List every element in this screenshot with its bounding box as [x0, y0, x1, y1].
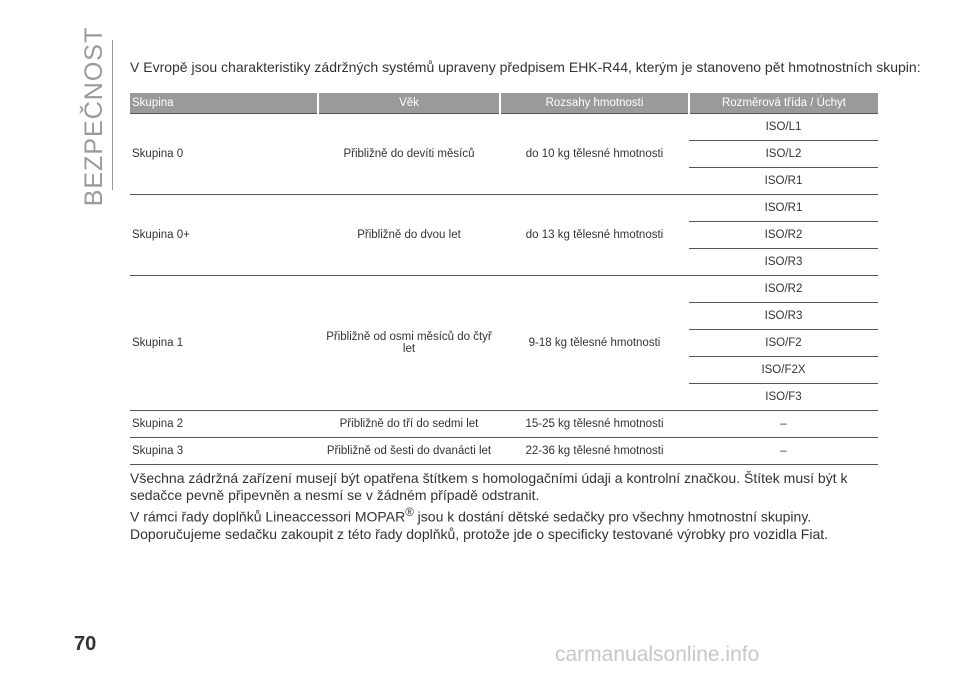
- cell-weight: 22-36 kg tělesné hmotnosti: [500, 438, 689, 465]
- table-row: [130, 411, 878, 438]
- cell-size-class: ISO/F2X: [689, 357, 878, 384]
- cell-size-class: ISO/R2: [689, 222, 878, 249]
- cell-weight: do 13 kg tělesné hmotnosti: [500, 195, 689, 276]
- section-divider: [112, 40, 113, 190]
- page-number: 70: [74, 633, 97, 655]
- registered-mark: ®: [405, 506, 414, 519]
- note-mopar-start: V rámci řady doplňků Lineaccessori MOPAR: [130, 508, 406, 525]
- table-header-row: [130, 93, 878, 114]
- cell-group: Skupina 1: [130, 276, 318, 411]
- cell-size-class: ISO/R1: [689, 168, 878, 195]
- cell-age: Přibližně do tří do sedmi let: [318, 411, 500, 438]
- note-homologation: Všechna zádržná zařízení musejí být opatřena štítkem s homologačními údaji a kontrolní značkou. Štítek musí být k sedačce pevně připevněn a nesmí se v žádném případě odstranit.: [130, 470, 848, 503]
- notes: [130, 470, 890, 543]
- intro-text: V Evropě jsou charakteristiky zádržných systémů upraveny předpisem EHK-R44, kterým je stanoveno pět hmotnostních skupin:: [130, 59, 921, 75]
- cell-size-class: –: [689, 411, 878, 438]
- cell-group: Skupina 0: [130, 114, 318, 195]
- table-row: [130, 438, 878, 465]
- note-mopar: [130, 504, 890, 543]
- cell-group: Skupina 2: [130, 411, 318, 438]
- note-mopar-end: jsou k dostání dětské sedačky pro všechny hmotnostní skupiny. Doporučujeme sedačku zakoupit z této řady doplňků, protože jde o specificky testované výrobky pro vozidla Fiat.: [130, 508, 829, 542]
- table-row: [130, 114, 878, 141]
- table-body: [130, 114, 878, 465]
- watermark: carmanualsonline.info: [555, 643, 760, 666]
- weight-groups-table: [130, 93, 878, 465]
- section-title-text: BEZPEČNOST: [80, 26, 109, 206]
- cell-size-class: ISO/F2: [689, 330, 878, 357]
- cell-age: Přibližně do dvou let: [318, 195, 500, 276]
- header-size-class: Rozměrová třída / Úchyt: [689, 93, 878, 114]
- cell-age: Přibližně od osmi měsíců do čtyř let: [318, 276, 500, 411]
- cell-size-class: ISO/R3: [689, 249, 878, 276]
- cell-size-class: ISO/R2: [689, 276, 878, 303]
- cell-size-class: ISO/F3: [689, 384, 878, 411]
- table-row: [130, 195, 878, 222]
- cell-group: Skupina 3: [130, 438, 318, 465]
- header-weight: Rozsahy hmotnosti: [500, 93, 689, 114]
- section-title: [78, 26, 112, 206]
- cell-size-class: –: [689, 438, 878, 465]
- cell-size-class: ISO/R1: [689, 195, 878, 222]
- cell-weight: 15-25 kg tělesné hmotnosti: [500, 411, 689, 438]
- header-group: Skupina: [130, 93, 318, 114]
- cell-size-class: ISO/L2: [689, 141, 878, 168]
- cell-age: Přibližně do devíti měsíců: [318, 114, 500, 195]
- table-row: [130, 276, 878, 303]
- cell-age: Přibližně od šesti do dvanácti let: [318, 438, 500, 465]
- cell-size-class: ISO/L1: [689, 114, 878, 141]
- cell-weight: 9-18 kg tělesné hmotnosti: [500, 276, 689, 411]
- cell-weight: do 10 kg tělesné hmotnosti: [500, 114, 689, 195]
- cell-size-class: ISO/R3: [689, 303, 878, 330]
- header-age: Věk: [318, 93, 500, 114]
- cell-group: Skupina 0+: [130, 195, 318, 276]
